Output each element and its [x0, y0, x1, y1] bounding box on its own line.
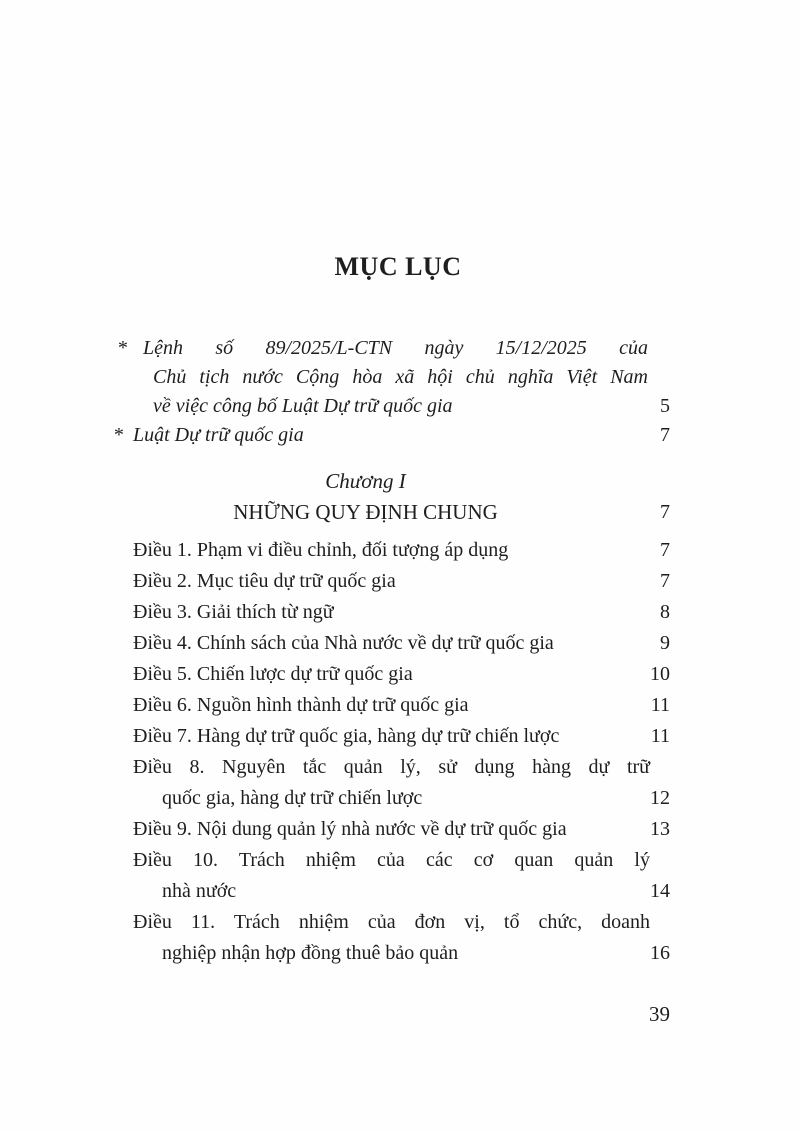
- article-title: Điều 8. Nguyên tắc quản lý, sử dụng hàng dự trữ: [133, 756, 650, 778]
- article-page-number: 9: [660, 632, 670, 654]
- article-page-number: 14: [650, 880, 670, 902]
- article-title-continued: nhà nước: [162, 880, 237, 902]
- article-page-number: 12: [650, 787, 670, 809]
- article-title-continued: quốc gia, hàng dự trữ chiến lược: [162, 787, 423, 809]
- article-row: [118, 566, 670, 597]
- article-row: [118, 814, 670, 845]
- article-row: [118, 845, 670, 907]
- article-title: Điều 11. Trách nhiệm của đơn vị, tổ chức, doanh: [133, 911, 650, 933]
- entry-line: Chủ tịch nước Cộng hòa xã hội chủ nghĩa Việt Nam: [153, 366, 648, 388]
- toc-preamble-entry-law: [113, 421, 670, 450]
- article-page-number: 11: [650, 725, 670, 747]
- article-page-number: 8: [660, 601, 670, 623]
- article-title: Điều 2. Mục tiêu dự trữ quốc gia: [133, 570, 396, 592]
- article-title: Điều 7. Hàng dự trữ quốc gia, hàng dự trữ chiến lược: [133, 725, 560, 747]
- article-row: [118, 690, 670, 721]
- asterisk-marker: *: [117, 337, 127, 359]
- article-title: Điều 5. Chiến lược dự trữ quốc gia: [133, 663, 413, 685]
- article-title: Điều 3. Giải thích từ ngữ: [133, 601, 334, 623]
- article-title: Điều 9. Nội dung quản lý nhà nước về dự trữ quốc gia: [133, 818, 567, 840]
- chapter-heading: [118, 466, 670, 528]
- article-title: Điều 10. Trách nhiệm của các cơ quan quản lý: [133, 849, 650, 871]
- article-list: [118, 535, 670, 969]
- article-page-number: 11: [650, 694, 670, 716]
- asterisk-marker: *: [113, 424, 123, 446]
- article-row: [118, 907, 670, 969]
- article-row: [118, 597, 670, 628]
- toc-preamble: [113, 334, 670, 450]
- article-page-number: 13: [650, 818, 670, 840]
- article-row: [118, 659, 670, 690]
- toc-content: [113, 0, 670, 969]
- preamble-entry-text: [118, 334, 648, 421]
- article-page-number: 10: [650, 663, 670, 685]
- article-title-continued: nghiệp nhận hợp đồng thuê bảo quản: [162, 942, 459, 964]
- chapter-title: NHỮNG QUY ĐỊNH CHUNG: [233, 500, 498, 524]
- article-page-number: 7: [660, 539, 670, 561]
- article-page-number: 16: [650, 942, 670, 964]
- article-row: [118, 628, 670, 659]
- chapter-heading-text: [118, 466, 613, 528]
- article-row: [118, 721, 670, 752]
- preamble-entry-text: [113, 421, 628, 450]
- article-title: Điều 1. Phạm vi điều chỉnh, đối tượng áp dụng: [133, 539, 509, 561]
- chapter-page-number: 7: [660, 501, 670, 523]
- entry-page-number: 7: [660, 424, 670, 446]
- article-title: Điều 4. Chính sách của Nhà nước về dự trữ quốc gia: [133, 632, 554, 654]
- article-row: [118, 535, 670, 566]
- entry-page-number: 5: [660, 395, 670, 417]
- article-row: [118, 752, 670, 814]
- page-title: MỤC LỤC: [334, 252, 462, 281]
- article-page-number: 7: [660, 570, 670, 592]
- entry-line: Luật Dự trữ quốc gia: [133, 424, 304, 446]
- chapter-label: Chương I: [325, 469, 406, 493]
- entry-line: về việc công bố Luật Dự trữ quốc gia: [153, 395, 453, 417]
- footer-page-number: 39: [649, 1002, 670, 1026]
- article-title: Điều 6. Nguồn hình thành dự trữ quốc gia: [133, 694, 469, 716]
- toc-preamble-entry-order: [118, 334, 670, 421]
- entry-line: Lệnh số 89/2025/L-CTN ngày 15/12/2025 của: [143, 337, 648, 359]
